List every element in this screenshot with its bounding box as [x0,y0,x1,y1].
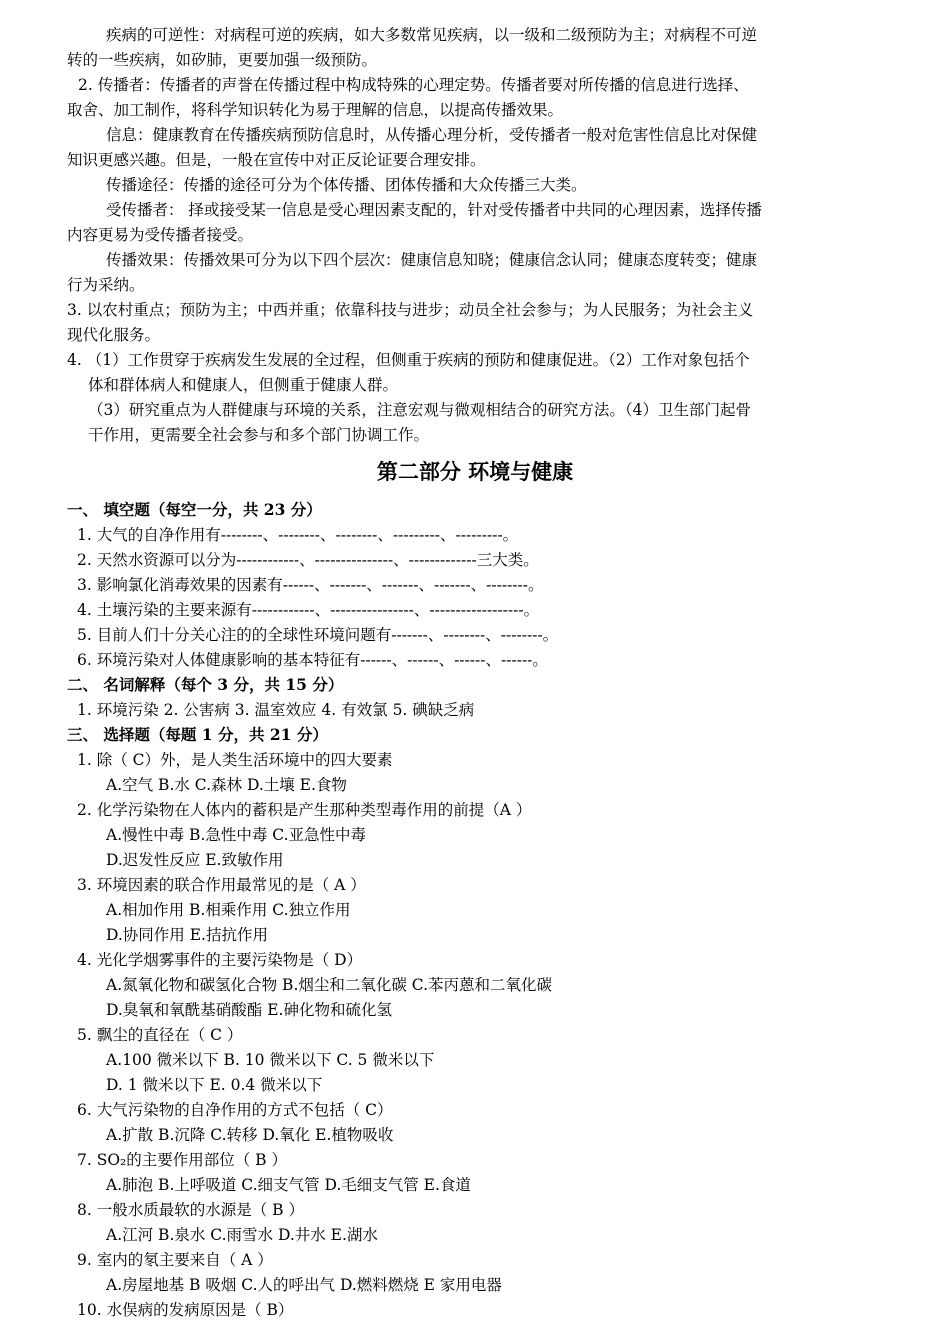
options: A.相加作用 B.相乘作用 C.独立作用 [106,901,351,919]
choice-heading: 三、 选择题（每题 1 分，共 21 分） [67,725,328,744]
fill-item: 2. 天然水资源可以分为------------、---------------、-------------三大类。 [77,551,539,569]
options: A.江河 B.泉水 C.雨雪水 D.井水 E.湖水 [106,1226,378,1244]
options: A.空气 B.水 C.森林 D.土壤 E.食物 [106,776,347,794]
intro-p8-l2: 体和群体病人和健康人，但侧重于健康人群。 [88,376,399,394]
question: 9. 室内的氡主要来自（ A ） [77,1251,273,1269]
options: A.氮氧化物和碳氢化合物 B.烟尘和二氧化碳 C.苯丙蒽和二氧化碳 [106,976,553,994]
intro-p5-l2: 内容更易为受传播者接受。 [67,226,254,244]
intro-p3-l1: 信息：健康教育在传播疾病预防信息时，从传播心理分析，受传播者一般对危害性信息比对保健 [106,126,758,144]
fill-item: 1. 大气的自净作用有--------、--------、--------、---------、---------。 [77,526,519,544]
question: 6. 大气污染物的自净作用的方式不包括（ C） [77,1101,393,1119]
options: D.臭氧和氧酰基硝酸酯 E.砷化物和硫化氢 [106,1001,392,1019]
intro-p2-l2: 取舍、加工制作，将科学知识转化为易于理解的信息，以提高传播效果。 [67,101,564,119]
fill-item: 6. 环境污染对人体健康影响的基本特征有------、------、------、------。 [77,651,548,669]
terms-line: 1. 环境污染 2. 公害病 3. 温室效应 4. 有效氯 5. 碘缺乏病 [77,701,475,719]
question: 8. 一般水质最软的水源是（ B ） [77,1201,304,1219]
terms-heading: 二、 名词解释（每个 3 分，共 15 分） [67,675,344,694]
options: A.房屋地基 B 吸烟 C.人的呼出气 D.燃料燃烧 E 家用电器 [106,1276,502,1294]
intro-p7-l2: 现代化服务。 [67,326,161,344]
fill-item: 5. 目前人们十分关心注的的全球性环境问题有-------、--------、--------。 [77,626,559,644]
options: D.协同作用 E.拮抗作用 [106,926,268,944]
intro-p6-l2: 行为采纳。 [67,276,145,294]
question: 2. 化学污染物在人体内的蓄积是产生那种类型毒作用的前提（A ） [77,801,532,819]
options: D.迟发性反应 E.致敏作用 [106,851,284,869]
intro-p8-l1: 4. （1）工作贯穿于疾病发生发展的全过程，但侧重于疾病的预防和健康促进。（2）工作对象包括个 [67,351,750,369]
question: 10. 水俣病的发病原因是（ B） [77,1301,294,1319]
intro-p6-l1: 传播效果：传播效果可分为以下四个层次：健康信息知晓；健康信念认同；健康态度转变；健康 [106,251,758,269]
intro-p1-l2: 转的一些疾病，如矽肺，更要加强一级预防。 [67,51,378,69]
intro-p3-l2: 知识更感兴趣。但是，一般在宣传中对正反论证要合理安排。 [67,151,486,169]
part-title: 第二部分 环境与健康 [376,459,574,484]
options: A.慢性中毒 B.急性中毒 C.亚急性中毒 [106,826,367,844]
intro-p8-l4: 干作用，更需要全社会参与和多个部门协调工作。 [88,426,430,444]
options: A.100 微米以下 B. 10 微米以下 C. 5 微米以下 [106,1051,435,1069]
question: 4. 光化学烟雾事件的主要污染物是（ D） [77,951,363,969]
question: 5. 飘尘的直径在（ C ） [77,1026,243,1044]
intro-p2-l1: 2. 传播者：传播者的声誉在传播过程中构成特殊的心理定势。传播者要对所传播的信息进行选择、 [78,76,749,94]
options: A.扩散 B.沉降 C.转移 D.氧化 E.植物吸收 [106,1126,394,1144]
intro-p1-l1: 疾病的可逆性：对病程可逆的疾病，如大多数常见疾病，以一级和二级预防为主；对病程不可逆 [106,26,758,44]
intro-p8-l3: （3）研究重点为人群健康与环境的关系，注意宏观与微观相结合的研究方法。（4）卫生部门起骨 [88,401,751,419]
question: 7. SO₂的主要作用部位（ B ） [77,1151,287,1169]
fill-item: 4. 土壤污染的主要来源有------------、----------------、------------------。 [77,601,540,619]
options: A.肺泡 B.上呼吸道 C.细支气管 D.毛细支气管 E.食道 [106,1176,471,1194]
question: 3. 环境因素的联合作用最常见的是（ A ） [77,876,366,894]
fill-item: 3. 影响氯化消毒效果的因素有------、-------、-------、-------、--------。 [77,576,544,594]
intro-p4: 传播途径：传播的途径可分为个体传播、团体传播和大众传播三大类。 [106,176,587,194]
question: 1. 除（ C）外，是人类生活环境中的四大要素 [77,751,393,769]
options: D. 1 微米以下 E. 0.4 微米以下 [106,1076,323,1094]
intro-p5-l1: 受传播者： 择或接受某一信息是受心理因素支配的，针对受传播者中共同的心理因素，选择传播 [106,201,762,219]
fill-heading: 一、 填空题（每空一分，共 23 分） [67,500,322,519]
intro-p7-l1: 3. 以农村重点；预防为主；中西并重；依靠科技与进步；动员全社会参与；为人民服务；为社会主义 [67,301,754,319]
